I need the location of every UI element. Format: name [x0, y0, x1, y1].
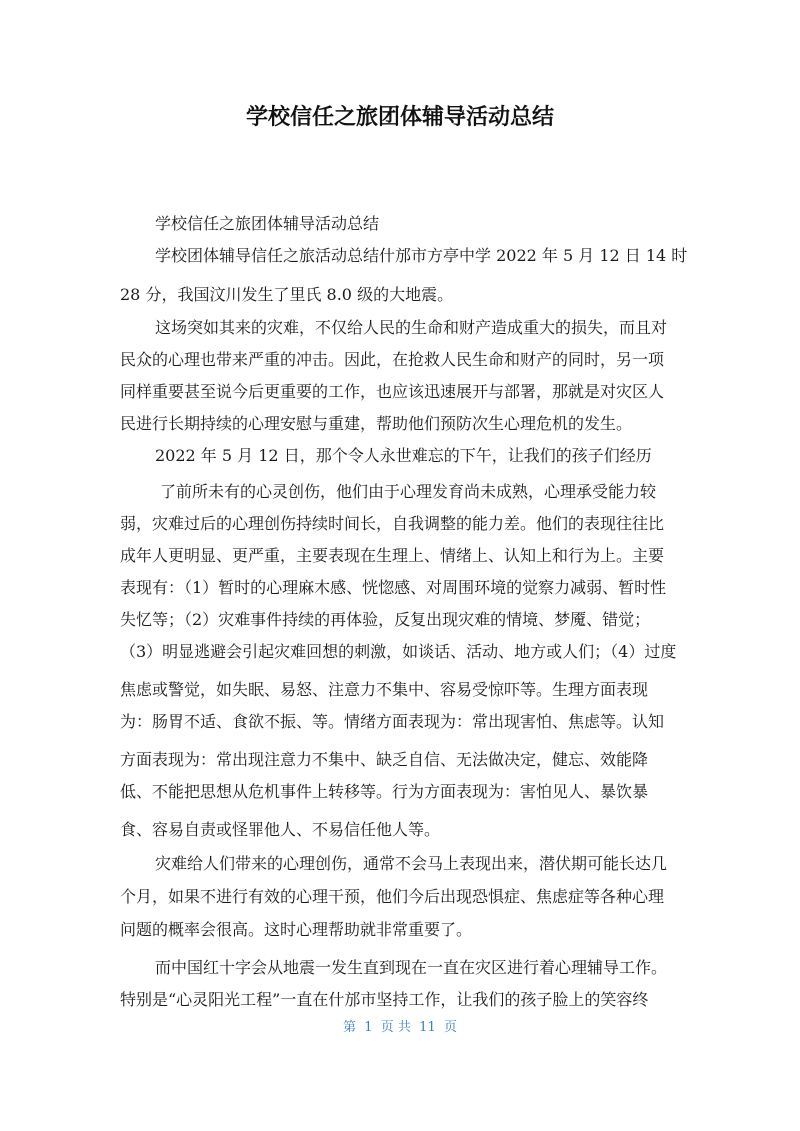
- text-line: 个月，如果不进行有效的心理干预，他们今后出现恐惧症、焦虑症等各种心理: [120, 887, 665, 906]
- text-line: 表现有：（1）暂时的心理麻木感、恍惚感、对周围环境的觉察力减弱、暂时性: [120, 578, 667, 597]
- text-line: 28 分，我国汶川发生了里氏 8.0 级的大地震。: [120, 285, 454, 304]
- text-line: 焦虑或警觉，如失眠、易怒、注意力不集中、容易受惊吓等。生理方面表现: [120, 680, 649, 699]
- text-line: 这场突如其来的灾难，不仅给人民的生命和财产造成重大的损失，而且对: [155, 318, 668, 337]
- text-line: 低、不能把思想从危机事件上转移等。行为方面表现为：害怕见人、暴饮暴: [120, 782, 649, 801]
- text-line: 同样重要甚至说今后更重要的工作，也应该迅速展开与部署，那就是对灾区人: [120, 382, 665, 401]
- text-line: 民进行长期持续的心理安慰与重建，帮助他们预防次生心理危机的发生。: [120, 414, 633, 433]
- text-line: 成年人更明显、更严重，主要表现在生理上、情绪上、认知上和行为上。主要: [120, 546, 665, 565]
- text-line: 方面表现为：常出现注意力不集中、缺乏自信、无法做决定，健忘、效能降: [120, 750, 649, 769]
- text-line: 2022 年 5 月 12 日，那个令人永世难忘的下午，让我们的孩子们经历: [155, 446, 652, 465]
- text-line: 问题的概率会很高。这时心理帮助就非常重要了。: [120, 920, 473, 939]
- text-line: 为：肠胃不适、食欲不振、等。情绪方面表现为：常出现害怕、焦虑等。认知: [120, 712, 665, 731]
- text-line: 了前所未有的心灵创伤，他们由于心理发育尚未成熟，心理承受能力较: [160, 482, 657, 501]
- page-footer: 第 1 页 共 11 页: [342, 1020, 457, 1035]
- text-line: （3）明显逃避会引起灾难回想的刺激，如谈话、活动、地方或人们；（4）过度: [120, 642, 677, 661]
- text-line: 弱，灾难过后的心理创伤持续时间长，自我调整的能力差。他们的表现往往比: [120, 514, 665, 533]
- text-line: 灾难给人们带来的心理创伤，通常不会马上表现出来，潜伏期可能长达几: [155, 854, 668, 873]
- text-line: 失忆等；（2）灾难事件持续的再体验，反复出现灾难的情境、梦魇、错觉；: [120, 610, 651, 629]
- text-line: 特别是“心灵阳光工程”一直在什邡市坚持工作，让我们的孩子脸上的笑容终: [120, 990, 649, 1009]
- text-line: 学校信任之旅团体辅导活动总结: [155, 214, 380, 233]
- text-line: 食、容易自责或怪罪他人、不易信任他人等。: [120, 820, 441, 839]
- text-line: 民众的心理也带来严重的冲击。因此，在抢救人民生命和财产的同时，另一项: [120, 350, 665, 369]
- document-title: 学校信任之旅团体辅导活动总结: [245, 105, 554, 130]
- text-line: 学校团体辅导信任之旅活动总结什邡市方亭中学 2022 年 5 月 12 日 14 时: [155, 246, 688, 265]
- text-line: 而中国红十字会从地震一发生直到现在一直在灾区进行着心理辅导工作。: [155, 958, 668, 977]
